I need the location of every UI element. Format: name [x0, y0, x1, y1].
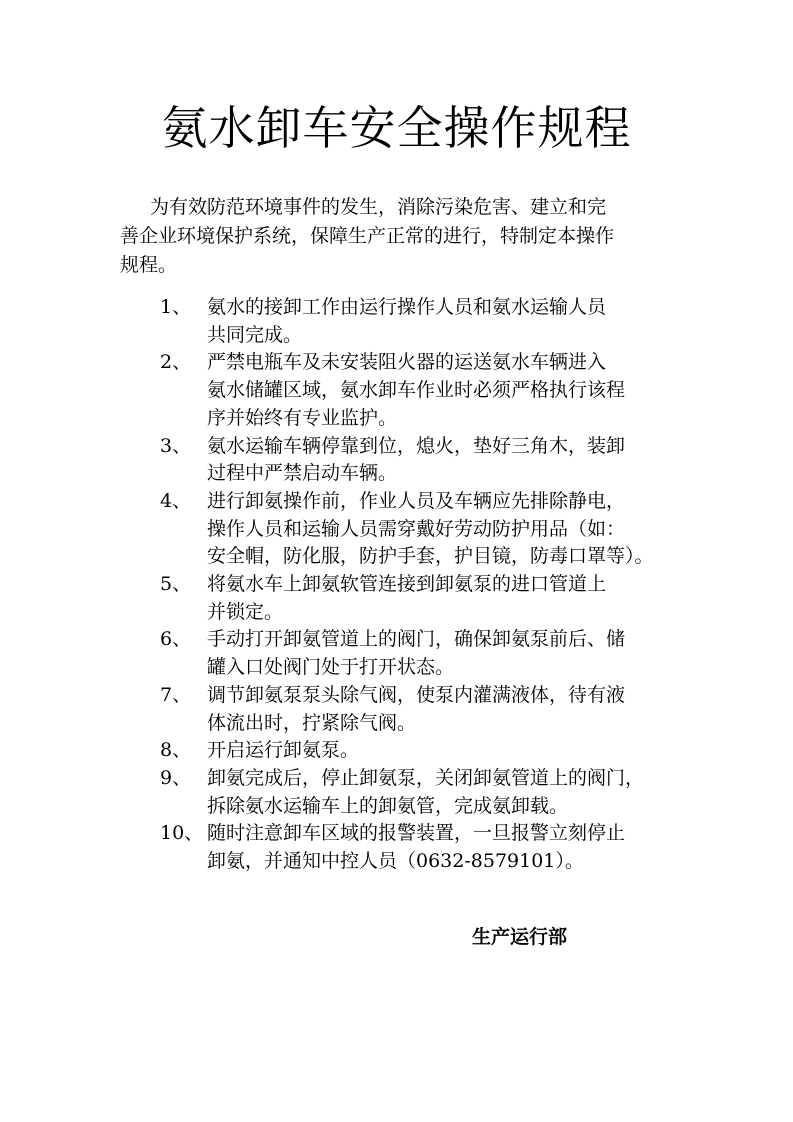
intro-line: 为有效防范环境事件的发生，消除污染危害、建立和完 [150, 196, 607, 218]
item-text-line: 体流出时，拧紧除气阀。 [207, 711, 417, 734]
list-item [160, 294, 690, 349]
item-text-line: 开启运行卸氨泵。 [207, 739, 360, 762]
item-text-line: 并锁定。 [207, 600, 284, 623]
item-text-line: 氨水储罐区域，氨水卸车作业时必须严格执行该程 [207, 379, 626, 402]
signature-department: 生产运行部 [472, 926, 568, 948]
item-number: 5、 [160, 573, 192, 596]
item-text-line: 卸氨，并通知中控人员（0632-8579101）。 [207, 850, 584, 873]
item-number: 8、 [160, 739, 192, 762]
item-number: 6、 [160, 628, 192, 651]
list-item [160, 765, 690, 820]
item-text-line: 过程中严禁启动车辆。 [207, 462, 398, 485]
item-number: 1、 [160, 296, 192, 318]
procedure-list [160, 294, 690, 876]
item-text-line: 进行卸氨操作前，作业人员及车辆应先排除静电， [207, 489, 626, 512]
intro-line: 善企业环境保护系统，保障生产正常的进行，特制定本操作 [120, 225, 615, 247]
item-number: 4、 [160, 489, 192, 512]
item-number: 2、 [160, 351, 192, 374]
list-item [160, 682, 690, 737]
list-item [160, 349, 690, 432]
item-text-line: 安全帽，防化服，防护手套，护目镜，防毒口罩等）。 [207, 545, 654, 568]
list-item [160, 737, 690, 765]
item-text-line: 严禁电瓶车及未安装阻火器的运送氨水车辆进入 [207, 351, 607, 374]
item-text-line: 卸氨完成后，停止卸氨泵，关闭卸氨管道上的阀门， [207, 766, 645, 789]
item-number: 10、 [160, 822, 204, 845]
list-item [160, 433, 690, 488]
item-text-line: 氨水运输车辆停靠到位，熄火，垫好三角木，装卸 [207, 434, 626, 457]
item-text-line: 序并始终有专业监护。 [207, 406, 398, 429]
item-text-line: 拆除氨水运输车上的卸氨管，完成氨卸载。 [207, 794, 569, 817]
item-text-line: 操作人员和运输人员需穿戴好劳动防护用品（如： [207, 517, 626, 540]
item-number: 3、 [160, 434, 192, 457]
list-item [160, 488, 690, 571]
item-text-line: 将氨水车上卸氨软管连接到卸氨泵的进口管道上 [207, 573, 607, 596]
item-text-line: 手动打开卸氨管道上的阀门，确保卸氨泵前后、储 [207, 628, 626, 651]
list-item [160, 626, 690, 681]
item-text-line: 氨水的接卸工作由运行操作人员和氨水运输人员 [207, 296, 607, 318]
item-number: 7、 [160, 683, 192, 706]
document-title: 氨水卸车安全操作规程 [161, 101, 632, 155]
list-item [160, 571, 690, 626]
list-item [160, 820, 690, 875]
intro-paragraph [120, 193, 680, 280]
item-text-line: 随时注意卸车区域的报警装置，一旦报警立刻停止 [207, 822, 626, 845]
item-text-line: 调节卸氨泵泵头除气阀，使泵内灌满液体，待有液 [207, 683, 626, 706]
item-text-line: 罐入口处阀门处于打开状态。 [207, 656, 455, 679]
item-number: 9、 [160, 766, 192, 789]
intro-line: 规程。 [120, 254, 178, 276]
item-text-line: 共同完成。 [207, 323, 303, 346]
